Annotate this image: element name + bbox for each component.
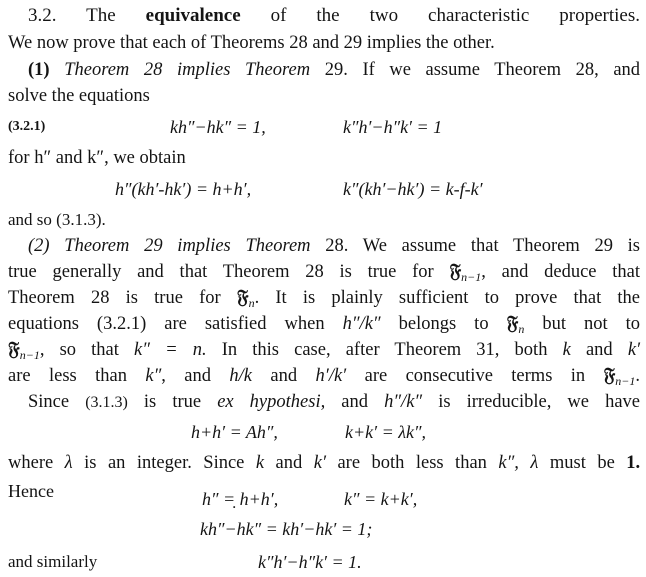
part1-label: (1): [28, 60, 50, 80]
equation-hence-1-rhs: k″ = k+k′,: [344, 489, 418, 509]
farey-symbol: 𝔉$_n$: [506, 313, 525, 336]
part1-heading: (1) Theorem 28 implies Theorem 29. If we assume Theorem 28, and: [28, 60, 641, 80]
farey-symbol: 𝔉$_{n-1}$.: [603, 365, 641, 388]
equation-label-321: (3.2.1): [8, 119, 46, 134]
equation-obtain-rhs: k″(kh′−hk′) = k-f-k′: [343, 179, 483, 199]
part1-title: Theorem 28 implies Theorem: [64, 60, 311, 80]
farey-symbol: 𝔉$_{n-1}$: [8, 339, 40, 362]
similarly-word: and similarly: [8, 552, 98, 571]
part2-line4: equations (3.2.1) are satisfied when h″/k″ belongs to 𝔉$_n$ but not to: [8, 313, 641, 336]
where-line: where λ is an integer. Since k and k′ are both less than k″, λ must be 1.: [8, 453, 641, 473]
section-heading: 3.2. The equivalence of the two characteristic properties.: [28, 5, 640, 26]
farey-symbol: 𝔉$_{n-1}$: [449, 261, 482, 284]
equation-obtain-lhs: h″(kh′-hk′) = h+h′,: [115, 179, 252, 199]
equation-have-lhs: h+h′ = Ah″,: [191, 422, 278, 442]
equation-have-rhs: k+k′ = λk″,: [345, 422, 426, 442]
farey-symbol: 𝔉$_n$: [236, 287, 255, 310]
intro-sentence: We now prove that each of Theorems 28 and 29 implies the other.: [8, 33, 495, 53]
equation-321-rhs: k″h′−h″k′ = 1: [343, 117, 443, 137]
since-line: Since (3.1.3) is true ex hypothesi, and h″/k″ is irreducible, we have: [28, 392, 641, 412]
part2-title: Theorem 29 implies Theorem: [64, 236, 311, 256]
part1-line2: solve the equations: [8, 86, 150, 106]
section-title-bold: equivalence: [145, 5, 241, 26]
section-number: 3.2.: [28, 5, 57, 26]
part2-label: (2): [28, 236, 50, 256]
equation-hence-1-lhs: h″ =̣ h+h′,: [202, 489, 279, 509]
equation-similarly: k″h′−h″k′ = 1.: [258, 552, 362, 572]
equation-321-lhs: kh″−hk″ = 1,: [170, 117, 266, 137]
part2-line6: are less than k″, and h/k and h′/k′ are consecutive terms in 𝔉$_{n-1}$.: [8, 365, 641, 388]
part2-heading: (2) Theorem 29 implies Theorem 28. We assume that Theorem 29 is: [28, 236, 641, 256]
and-so-line: and so (3.1.3).: [8, 210, 106, 229]
part2-line3: Theorem 28 is true for 𝔉$_n$. It is plainly sufficient to prove that the: [8, 287, 641, 310]
equation-hence-2: kh″−hk″ = kh′−hk′ = 1;: [200, 519, 373, 539]
hence-word: Hence: [8, 481, 54, 501]
part2-line2: true generally and that Theorem 28 is true for 𝔉$_{n-1}$, and deduce that: [8, 261, 641, 284]
part2-line5: 𝔉$_{n-1}$, so that k″ = n. In this case, after Theorem 31, both k and k′: [8, 339, 641, 362]
for-line: for h″ and k″, we obtain: [8, 148, 186, 168]
